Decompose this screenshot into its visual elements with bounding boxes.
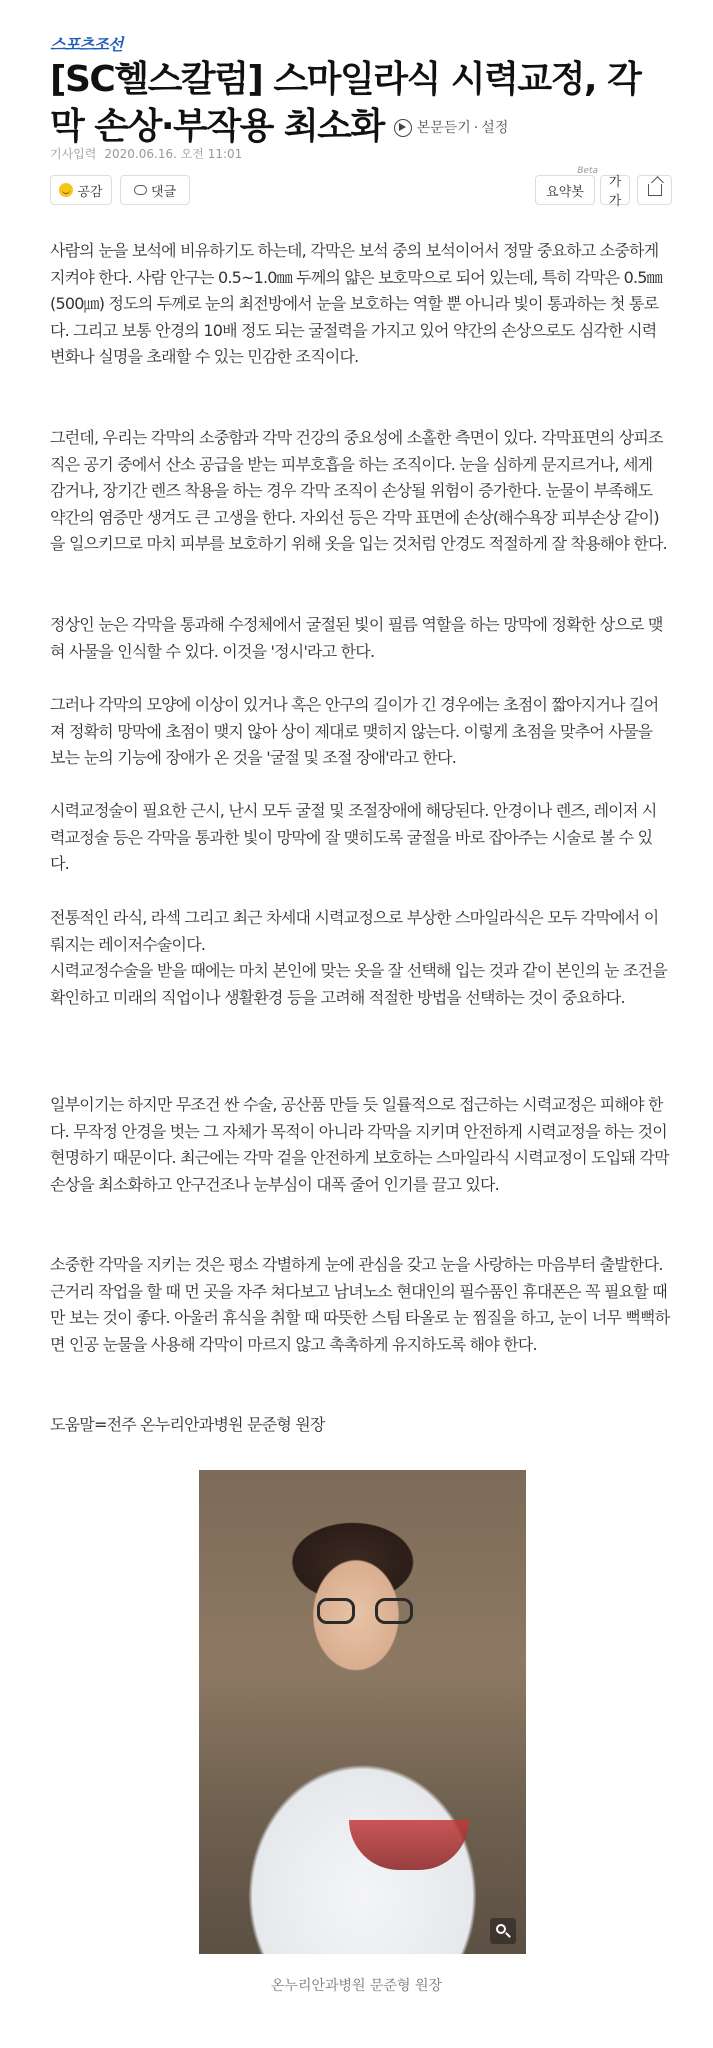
- paragraph: 시력교정술이 필요한 근시, 난시 모두 굴절 및 조절장애에 해당된다. 안경이나 렌즈, 레이저 시력교정술 등은 각막을 통과한 빛이 망막에 잘 맺히도록 굴절을 바로 잡아주는 시술로 볼 수 있다.: [50, 801, 657, 873]
- paragraph: 시력교정수술을 받을 때에는 마치 본인에 맞는 옷을 잘 선택해 입는 것과 같이 본인의 눈 조건을 확인하고 미래의 직업이나 생활환경 등을 고려해 적절한 방법을 선택하는 것이 중요하다.: [50, 961, 667, 1007]
- summary-label: 요약봇: [546, 184, 584, 200]
- photo-glasses-shape: [317, 1598, 413, 1628]
- date-label: 기사입력: [50, 147, 97, 161]
- credit-line: 도움말=전주 온누리안과병원 문준형 원장: [50, 1415, 325, 1434]
- publish-date: 2020.06.16. 오전 11:01: [104, 147, 243, 161]
- beta-badge: Beta: [577, 166, 598, 176]
- comment-button[interactable]: [120, 175, 190, 205]
- article-title: [50, 56, 670, 152]
- photo-caption: 온누리안과병원 문준형 원장: [270, 1978, 443, 1994]
- article-title-text: [SC헬스칼럼] 스마일라식 시력교정, 각막 손상·부작용 최소화: [50, 59, 641, 147]
- font-size-label: 가가: [608, 175, 622, 209]
- summary-bot-button[interactable]: [535, 166, 598, 205]
- tts-listen-button[interactable]: 본문듣기: [416, 119, 471, 136]
- paragraph: 일부이기는 하지만 무조건 싼 수술, 공산품 만들 듯 일률적으로 접근하는 시력교정은 피해야 한다. 무작정 안경을 벗는 그 자체가 목적이 아니라 각막을 지키며 안전하게 시력교정을 하는 것이 현명하기 때문이다. 최근에는 각막 겉을 안전하게 보호하는 스마일라식 시력교정이 도입돼 각막 손상을 최소화하고 안구건조나 눈부심이 대폭 줄어 인기를 끌고 있다.: [50, 1095, 669, 1194]
- paragraph: 그러나 각막의 모양에 이상이 있거나 혹은 안구의 길이가 긴 경우에는 초점이 짧아지거나 길어져 정확히 망막에 초점이 맺지 않아 상이 제대로 맺히지 않는다. 이렇게 초점을 맞추어 사물을 보는 눈의 기능에 장애가 온 것을 '굴절 및 조절 장애'라고 한다.: [50, 695, 659, 767]
- font-size-button[interactable]: [600, 175, 630, 209]
- speaker-play-icon[interactable]: [394, 119, 412, 137]
- tts-settings-button[interactable]: 설정: [481, 119, 509, 136]
- article-dateline: [50, 145, 242, 162]
- paragraph: 소중한 각막을 지키는 것은 평소 각별하게 눈에 관심을 갖고 눈을 사랑하는 마음부터 출발한다. 근거리 작업을 할 때 먼 곳을 자주 쳐다보고 남녀노소 현대인의 필수품인 휴대폰은 꼭 필요할 때만 보는 것이 좋다. 아울러 휴식을 취할 때 따뜻한 스팀 타올로 눈 찜질을 하고, 눈이 너무 뻑뻑하면 인공 눈물을 사용해 각막이 마르지 않고 촉촉하게 유지하도록 해야 한다.: [50, 1255, 670, 1354]
- tts-separator: ·: [473, 119, 479, 136]
- zoom-icon[interactable]: [490, 1918, 516, 1944]
- photo-cup-shape: [349, 1820, 469, 1870]
- like-button[interactable]: [50, 175, 112, 205]
- site-logo[interactable]: 스포츠조선: [50, 35, 123, 54]
- comment-label: 댓글: [150, 184, 177, 200]
- comment-bubble-icon: [134, 185, 147, 195]
- share-button[interactable]: [637, 175, 672, 205]
- like-label: 공감: [77, 184, 103, 200]
- paragraph: 전통적인 라식, 라섹 그리고 최근 차세대 시력교정으로 부상한 스마일라식은 모두 각막에서 이뤄지는 레이저수술이다.: [50, 908, 659, 954]
- smile-icon: [59, 183, 73, 197]
- share-icon: [648, 184, 662, 196]
- paragraph: 사람의 눈을 보석에 비유하기도 하는데, 각막은 보석 중의 보석이어서 정말 중요하고 소중하게 지켜야 한다. 사람 안구는 0.5~1.0㎜ 두께의 얇은 보호막으로 되어 있는데, 특히 각막은 0.5㎜(500㎛) 정도의 두께로 눈의 최전방에서 눈을 보호하는 역할 뿐 아니라 빛이 통과하는 첫 통로다. 그리고 보통 안경의 10배 정도 되는 굴절력을 가지고 있어 약간의 손상으로도 심각한 시력 변화나 실명을 초래할 수 있는 민감한 조직이다.: [50, 241, 662, 366]
- doctor-photo[interactable]: [199, 1470, 526, 1954]
- tts-controls: [394, 105, 509, 152]
- paragraph: 정상인 눈은 각막을 통과해 수정체에서 굴절된 빛이 필름 역할을 하는 망막에 정확한 상으로 맺혀 사물을 인식할 수 있다. 이것을 '정시'라고 한다.: [50, 615, 663, 661]
- paragraph: 그런데, 우리는 각막의 소중함과 각막 건강의 중요성에 소홀한 측면이 있다. 각막표면의 상피조직은 공기 중에서 산소 공급을 받는 피부호흡을 하는 조직이다. 눈을 심하게 문지르거나, 세게 감거나, 장기간 렌즈 착용을 하는 경우 각막 조직이 손상될 위험이 증가한다. 눈물이 부족해도 약간의 염증만 생겨도 큰 고생을 한다. 자외선 등은 각막 표면에 손상(해수욕장 피부손상 같이)을 일으키므로 마치 피부를 보호하기 위해 옷을 입는 것처럼 안경도 적절하게 잘 착용해야 한다.: [50, 428, 667, 553]
